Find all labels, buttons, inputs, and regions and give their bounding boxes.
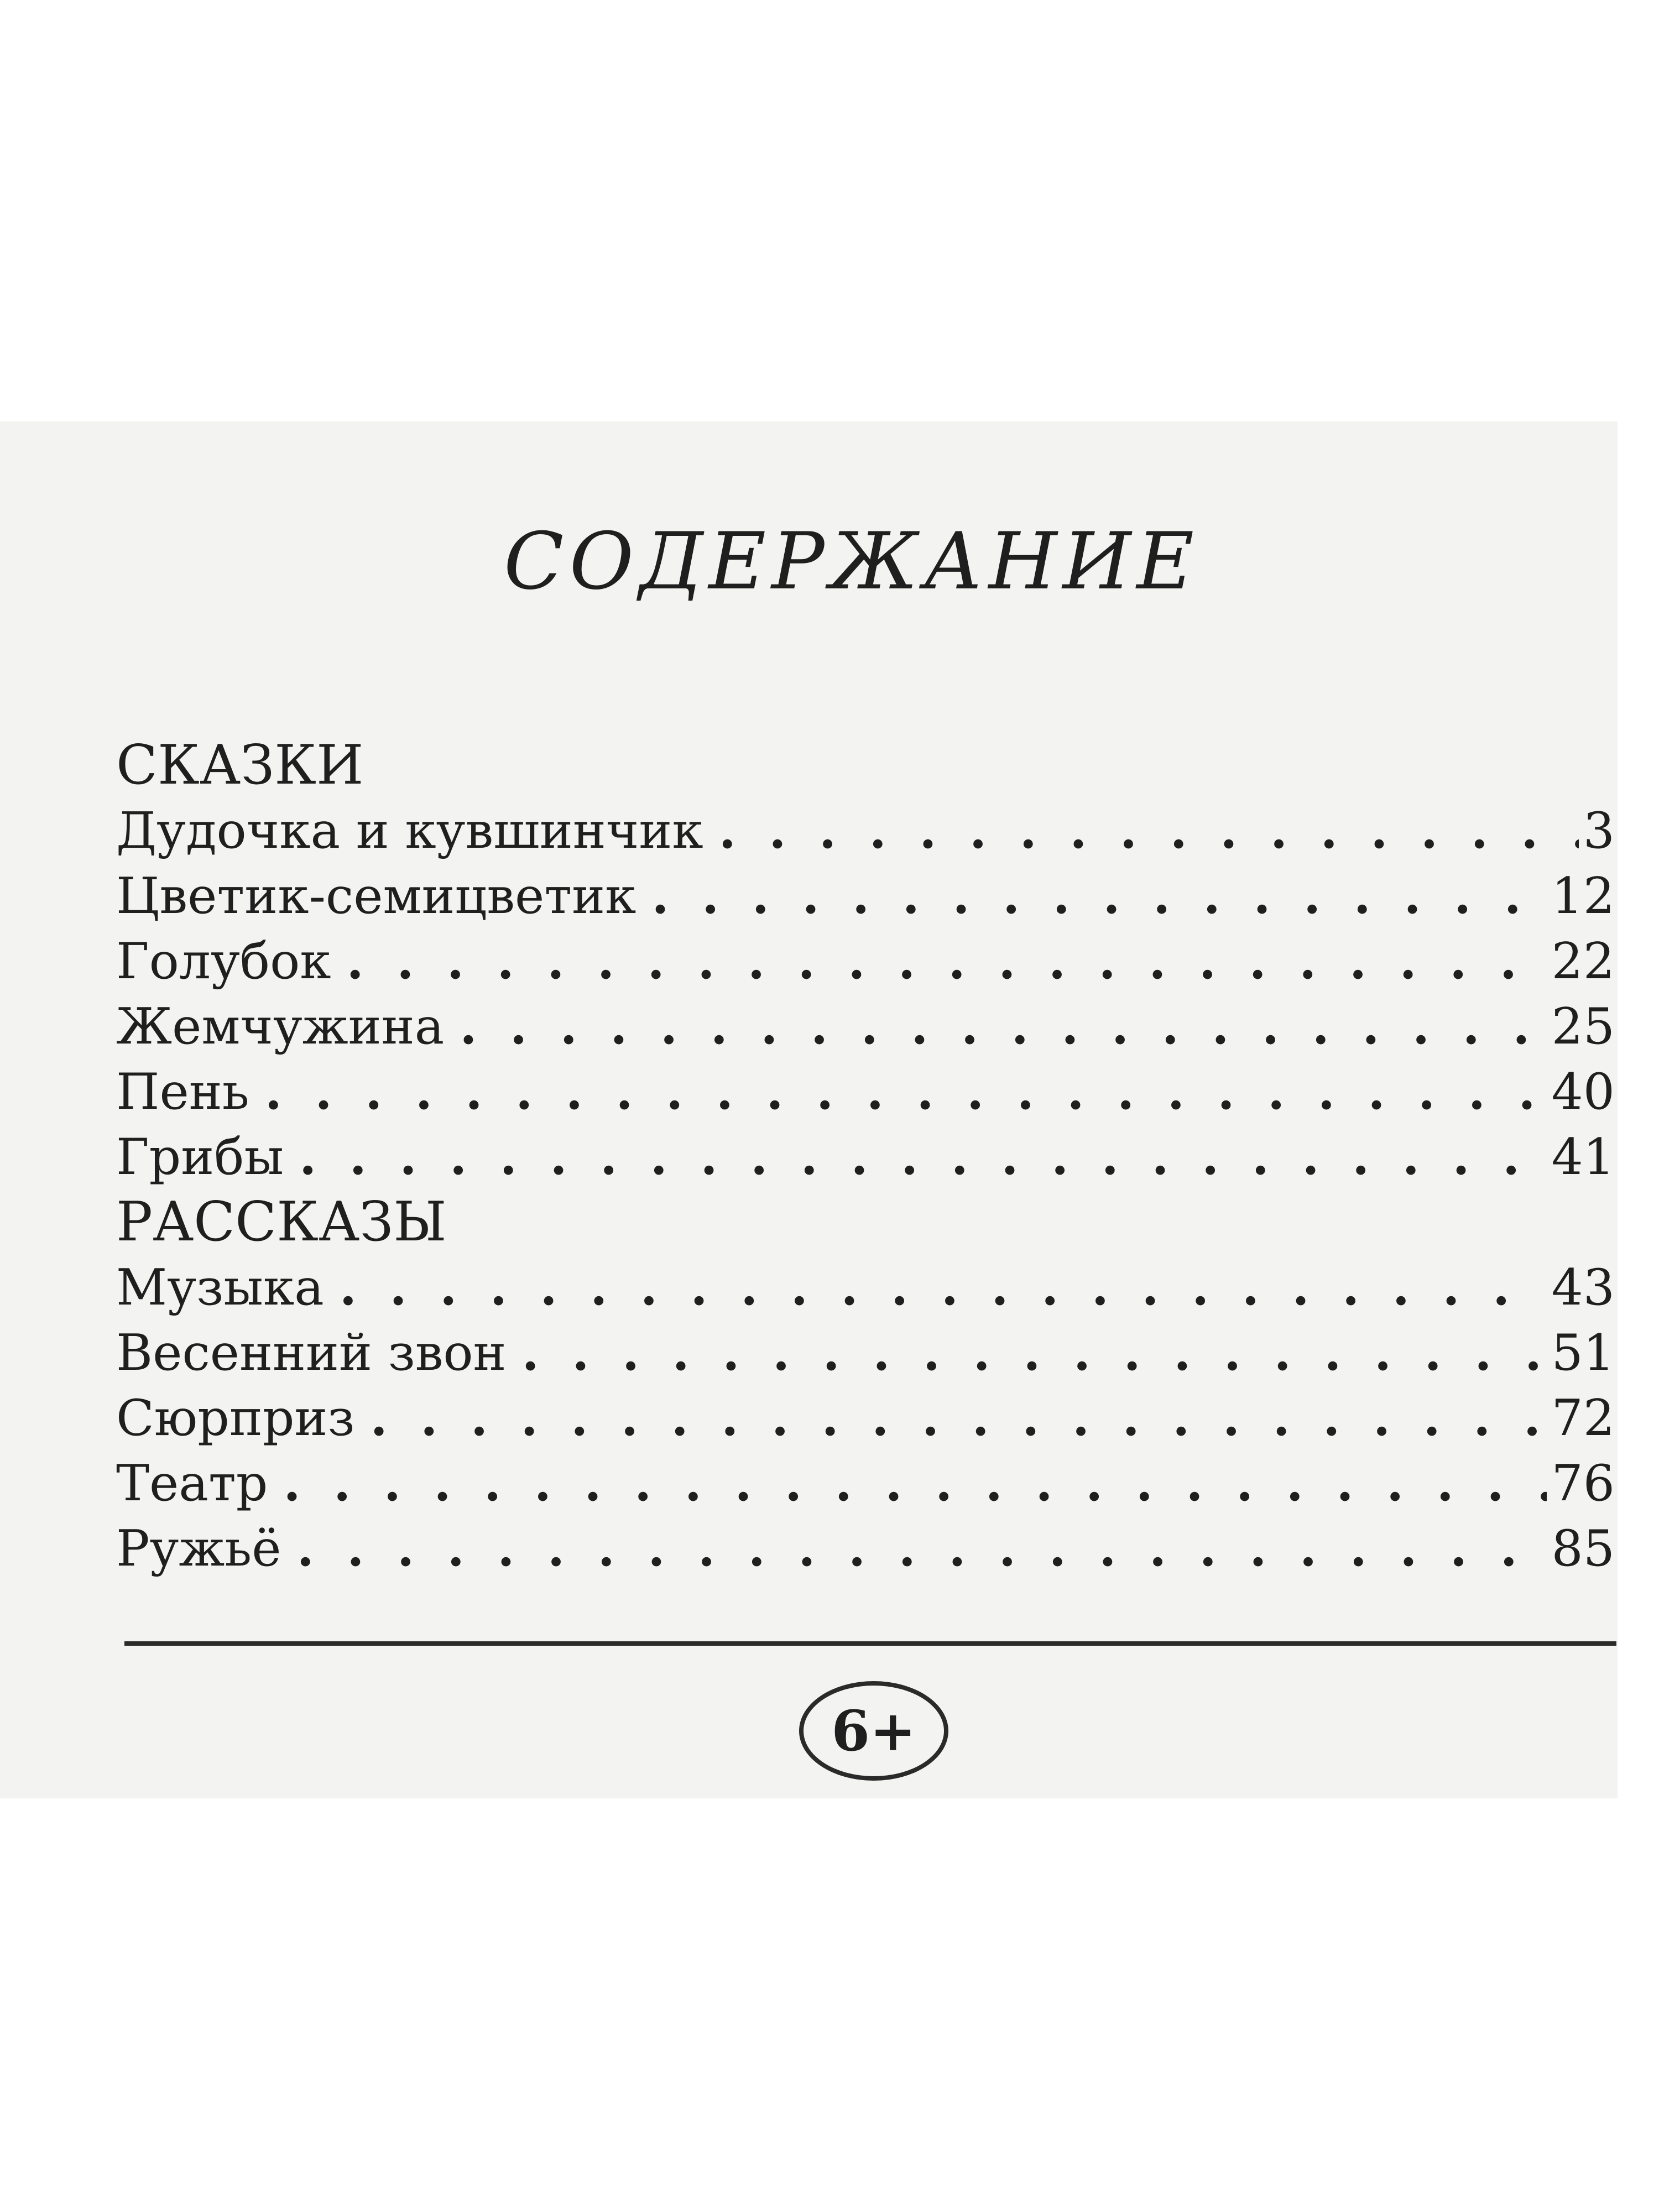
toc-entry-title: Ружьё <box>116 1520 281 1578</box>
toc-entry[interactable] <box>116 1516 1615 1581</box>
bottom-divider <box>124 1641 1616 1646</box>
toc-entry-title: Грибы <box>116 1128 284 1186</box>
toc-entry-title: Дудочка и кувшинчик <box>116 802 703 860</box>
toc-entry[interactable] <box>116 1451 1615 1516</box>
dot-leader <box>719 798 1579 863</box>
dot-leader <box>460 994 1547 1059</box>
toc-entry[interactable] <box>116 1385 1615 1451</box>
toc-entry[interactable] <box>116 863 1615 928</box>
section-heading-skazki: СКАЗКИ <box>116 734 364 797</box>
age-rating-badge: 6+ <box>799 1681 948 1781</box>
toc-entry-title: Пень <box>116 1063 249 1121</box>
toc-entry-page: 43 <box>1551 1259 1615 1317</box>
toc-entry-title: Театр <box>116 1454 268 1512</box>
toc-entry[interactable] <box>116 798 1615 863</box>
dot-leader <box>297 1516 1547 1581</box>
section-heading-rasskazy: РАССКАЗЫ <box>116 1191 447 1254</box>
toc-entry-title: Сюрприз <box>116 1389 355 1447</box>
toc-entry-title: Голубок <box>116 932 331 990</box>
dot-leader <box>347 928 1547 994</box>
toc-entry-page: 51 <box>1551 1324 1615 1382</box>
toc-entry[interactable] <box>116 994 1615 1059</box>
toc-entry-title: Весенний звон <box>116 1324 507 1382</box>
page-title: СОДЕРЖАНИЕ <box>503 516 1200 607</box>
dot-leader <box>340 1255 1547 1320</box>
dot-leader <box>299 1124 1547 1190</box>
toc-entry[interactable] <box>116 1255 1615 1320</box>
toc-entry-page: 22 <box>1551 932 1615 990</box>
dot-leader <box>283 1451 1547 1516</box>
toc-entry-title: Цветик-семицветик <box>116 867 637 925</box>
toc-entry-page: 72 <box>1551 1389 1615 1447</box>
toc-entry-page: 41 <box>1551 1128 1615 1186</box>
toc-entry-title: Жемчужина <box>116 998 445 1056</box>
toc-entry-page: 3 <box>1583 802 1615 860</box>
toc-entry-page: 12 <box>1551 867 1615 925</box>
toc-entry-page: 25 <box>1551 998 1615 1056</box>
toc-entry[interactable] <box>116 1059 1615 1124</box>
dot-leader <box>651 863 1547 928</box>
table-of-contents <box>116 733 1615 1581</box>
toc-entry[interactable] <box>116 1124 1615 1190</box>
toc-entry-title: Музыка <box>116 1259 324 1317</box>
dot-leader <box>265 1059 1547 1124</box>
dot-leader <box>522 1320 1547 1385</box>
toc-entry-page: 40 <box>1551 1063 1615 1121</box>
toc-entry[interactable] <box>116 928 1615 994</box>
dot-leader <box>371 1385 1547 1451</box>
toc-entry[interactable] <box>116 1320 1615 1385</box>
toc-entry-page: 76 <box>1551 1454 1615 1512</box>
toc-entry-page: 85 <box>1551 1520 1615 1578</box>
